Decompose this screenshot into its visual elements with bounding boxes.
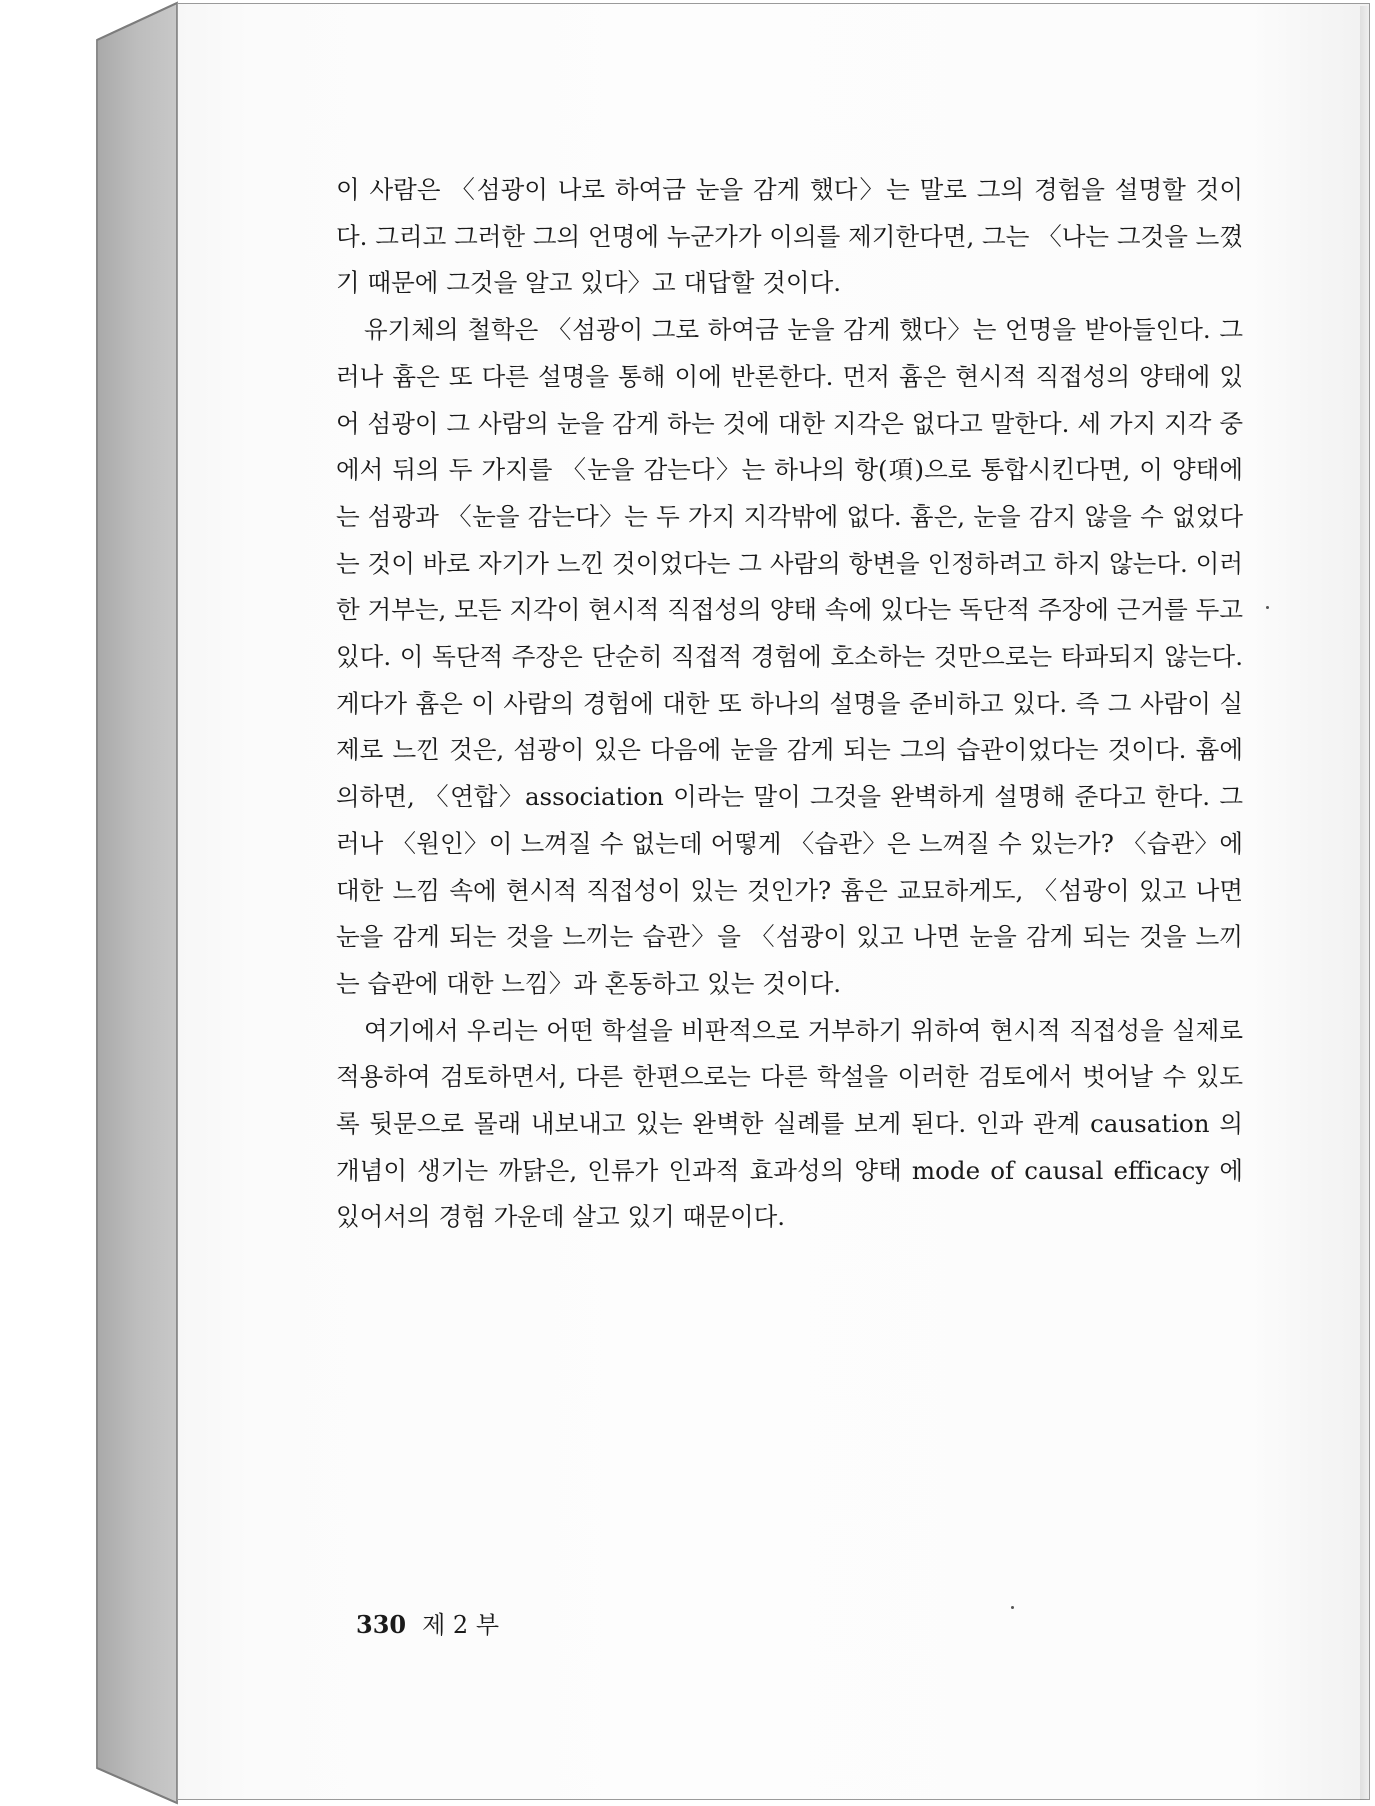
part-label: 제 2 부 xyxy=(422,1611,500,1639)
page-edge-shadow xyxy=(1360,6,1370,1800)
paragraph-3: 여기에서 우리는 어떤 학설을 비판적으로 거부하기 위하여 현시적 직접성을 실제로 적용하여 검토하면서, 다른 한편으로는 다른 학설을 이러한 검토에서 벗어날 수 있도록 뒷문으로 몰래 내보내고 있는 완벽한 실례를 보게 된다. 인과 관계 causation 의 개념이 생기는 까닭은, 인류가 인과적 효과성의 양태 mode of causal efficacy 에 있어서의 경험 가운데 살고 있기 때문이다. xyxy=(336,1015,1243,1232)
paragraph-1: 이 사람은 〈섬광이 나로 하여금 눈을 감게 했다〉는 말로 그의 경험을 설명할 것이다. 그리고 그러한 그의 언명에 누군가가 이의를 제기한다면, 그는 〈나는 그것을 느꼈기 때문에 그것을 알고 있다〉고 대답할 것이다. xyxy=(336,175,1243,298)
scan-speck xyxy=(1266,606,1269,609)
paragraph-2: 유기체의 철학은 〈섬광이 그로 하여금 눈을 감게 했다〉는 언명을 받아들인다. 그러나 흄은 또 다른 설명을 통해 이에 반론한다. 먼저 흄은 현시적 직접성의 양태에 있어 섬광이 그 사람의 눈을 감게 하는 것에 대한 지각은 없다고 말한다. 세 가지 지각 중에서 뒤의 두 가지를 〈눈을 감는다〉는 하나의 항(項)으로 통합시킨다면, 이 양태에는 섬광과 〈눈을 감는다〉는 두 가지 지각밖에 없다. 흄은, 눈을 감지 않을 수 없었다는 것이 바로 자기가 느낀 것이었다는 그 사람의 항변을 인정하려고 하지 않는다. 이러한 거부는, 모든 지각이 현시적 직접성의 양태 속에 있다는 독단적 주장에 근거를 두고 있다. 이 독단적 주장은 단순히 직접적 경험에 호소하는 것만으로는 타파되지 않는다. 게다가 흄은 이 사람의 경험에 대한 또 하나의 설명을 준비하고 있다. 즉 그 사람이 실제로 느낀 것은, 섬광이 있은 다음에 눈을 감게 되는 그의 습관이었다는 것이다. 흄에 의하면, 〈연합〉association 이라는 말이 그것을 완벽하게 설명해 준다고 한다. 그러나 〈원인〉이 느껴질 수 없는데 어떻게 〈습관〉은 느껴질 수 있는가? 〈습관〉에 대한 느낌 속에 현시적 직접성이 있는 것인가? 흄은 교묘하게도, 〈섬광이 있고 나면 눈을 감게 되는 것을 느끼는 습관〉을 〈섬광이 있고 나면 눈을 감게 되는 것을 느끼는 습관에 대한 느낌〉과 혼동하고 있는 것이다. xyxy=(336,315,1243,998)
page-body-text xyxy=(336,167,1243,1241)
page-footer xyxy=(356,1605,499,1640)
scan-speck xyxy=(1011,1606,1014,1609)
page-number: 330 xyxy=(356,1610,407,1639)
